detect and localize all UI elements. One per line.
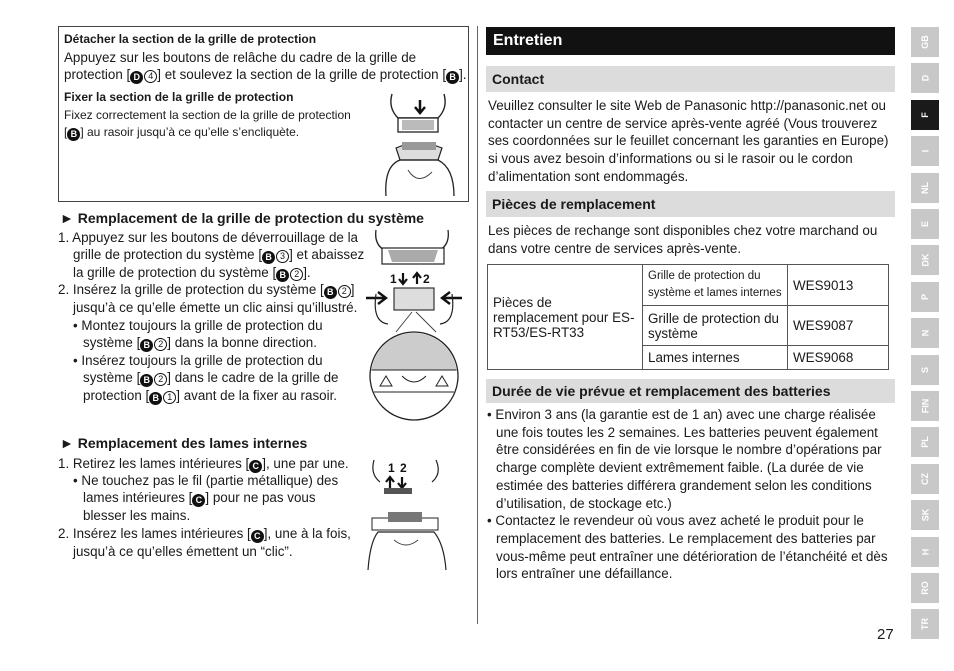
tab-f[interactable] — [911, 100, 939, 130]
battery-line: une fois toutes les 2 semaines. Les batteries peuvent également — [496, 424, 878, 440]
battery-line: estimée des batteries différera grandement selon les conditions — [496, 477, 872, 493]
battery-line: lors entraîner une défaillance. — [496, 566, 673, 582]
tab-label: E — [919, 220, 930, 228]
tab-h[interactable] — [911, 537, 939, 567]
part-cell: Grille de protection du système et lames internes — [643, 265, 788, 306]
step-1-line3 — [73, 264, 311, 282]
svg-text:1: 1 — [388, 461, 395, 475]
num-1: 1 — [163, 391, 176, 404]
battery-line: remplacement des batteries. Le remplacement des batteries par — [496, 530, 876, 546]
detach-title: Détacher la section de la grille de protection — [64, 32, 317, 46]
tab-s[interactable] — [911, 355, 939, 385]
bullet-1-line2 — [83, 334, 317, 352]
fix-text-line1: Fixez correctement la section de la grille de protection — [64, 108, 351, 122]
battery-line: d’utilisation, de stockage etc.) — [496, 495, 672, 511]
badge-c: C — [249, 460, 262, 473]
parts-title: Pièces de remplacement — [486, 191, 895, 217]
code-cell: WES9087 — [788, 306, 889, 346]
badge-b: B — [140, 374, 153, 387]
tab-i[interactable] — [911, 136, 939, 166]
num-2: 2 — [290, 268, 303, 281]
text-part: ] au rasoir jusqu’à ce qu’elle s’encliquète. — [80, 125, 300, 139]
battery-line: charge complète devient extrêmement faible. (La durée de vie — [496, 460, 864, 476]
contact-text — [488, 97, 898, 186]
text-part: ]. — [459, 67, 467, 82]
parts-text — [488, 222, 877, 257]
blades-bullet-line1: • Ne touchez pas le fil (partie métallique) des — [73, 473, 339, 488]
code-cell: WES9068 — [788, 346, 889, 370]
detach-text-line1: Appuyez sur les boutons de relâche du cadre de la grille de — [64, 50, 417, 65]
badge-c: C — [192, 494, 205, 507]
tab-label: FIN — [920, 398, 930, 414]
text-part: 2. Insérez les lames intérieures [ — [58, 526, 251, 541]
text-part: ] dans la bonne direction. — [167, 335, 317, 350]
badge-b: B — [140, 339, 153, 352]
step-2-line2: jusqu’à ce qu’elle émette un clic ainsi qu’illustré. — [73, 300, 358, 315]
contact-line: Veuillez consulter le site Web de Panasonic http://panasonic.net ou — [488, 98, 887, 113]
battery-text — [487, 406, 897, 583]
tab-label: I — [919, 149, 930, 153]
tab-label: DK — [920, 253, 930, 267]
contact-line: ses coordonnées sur le feuillet concernant les garanties en Europe) — [488, 133, 889, 149]
system-grille-illustration — [362, 226, 468, 422]
blades-bullet-line2 — [83, 489, 316, 507]
tab-n[interactable] — [911, 318, 939, 348]
shaver-head-illustration — [378, 86, 463, 198]
section-system-grille-title: ► Remplacement de la grille de protection du système — [60, 210, 424, 226]
tab-dk[interactable] — [911, 245, 939, 275]
badge-b: B — [276, 269, 289, 282]
contact-line: contacter un centre de service après-vente agréé (Vous trouverez — [488, 115, 878, 131]
num-2: 2 — [154, 338, 167, 351]
tab-d[interactable] — [911, 63, 939, 93]
text-part: ] et soulevez la section de la grille de protection [ — [157, 67, 447, 82]
parts-table — [487, 264, 889, 370]
label-2: 2 — [423, 272, 430, 286]
text-part: 1. Retirez les lames intérieures [ — [58, 456, 250, 471]
step-2-line1 — [58, 281, 354, 299]
badge-b: B — [324, 286, 337, 299]
parts-line: dans votre centre de services après-vente. — [488, 240, 742, 256]
text-part: ], une à la fois, — [263, 526, 351, 541]
blades-step-1 — [58, 455, 349, 473]
blades-bullet-line3: blesser les mains. — [83, 508, 191, 523]
tab-label: CZ — [920, 472, 930, 485]
text-part: ] dans le cadre de la grille de — [167, 370, 339, 385]
text-part: ] et abaissez — [289, 247, 365, 262]
fix-text-line2: [ B ] au rasoir jusqu’à ce qu’elle s’encliquète. — [64, 125, 300, 139]
text-part: ] pour ne pas vous — [205, 490, 316, 505]
tab-label: P — [919, 293, 930, 300]
text-part: ], une par une. — [262, 456, 349, 471]
battery-line: vous-même peut entraîner une détérioration de l’étanchéité et dès — [496, 548, 888, 564]
badge-b: B — [262, 251, 275, 264]
table-row — [488, 265, 889, 306]
battery-line: • Contactez le revendeur où vous avez acheté le produit pour le — [487, 513, 864, 529]
tab-label: D — [920, 75, 930, 82]
tab-cz[interactable] — [911, 464, 939, 494]
num-4: 4 — [144, 70, 157, 83]
text-part: protection [ — [64, 67, 131, 82]
battery-title: Durée de vie prévue et remplacement des batteries — [486, 379, 895, 403]
tab-e[interactable] — [911, 209, 939, 239]
tab-tr[interactable] — [911, 609, 939, 639]
text-part: système [ — [83, 335, 141, 350]
page-number: 27 — [877, 626, 894, 643]
tab-pl[interactable] — [911, 427, 939, 457]
bullet-1-line1: • Montez toujours la grille de protection du — [73, 318, 323, 333]
text-part: ] avant de la fixer au rasoir. — [176, 388, 338, 403]
text-part: lames intérieures [ — [83, 490, 193, 505]
tab-nl[interactable] — [911, 173, 939, 203]
part-cell: Grille de protection du système — [643, 306, 788, 346]
step-1-line1: 1. Appuyez sur les boutons de déverrouillage de la — [58, 230, 359, 245]
tab-label: N — [920, 329, 930, 337]
badge-b: B — [446, 71, 459, 84]
blades-step-2-line2: jusqu’à ce qu’elles émettent un “clic”. — [73, 544, 293, 559]
tab-label: S — [919, 366, 930, 373]
num-3: 3 — [276, 250, 289, 263]
contact-line: d’alimentation sont endommagés. — [488, 168, 689, 184]
detach-text-line2 — [64, 66, 467, 84]
text-part: grille de protection du système [ — [73, 247, 263, 262]
text-part: système [ — [83, 370, 141, 385]
contact-title: Contact — [486, 66, 895, 92]
contact-line: si vous avez besoin d’informations ou si le rasoir ou le cordon — [488, 151, 853, 167]
inner-blades-illustration — [364, 452, 454, 572]
fix-title: Fixer la section de la grille de protection — [64, 90, 294, 104]
label-1: 1 — [390, 272, 397, 286]
text-part: ] — [350, 282, 355, 297]
code-cell: WES9013 — [788, 265, 889, 306]
blades-step-2-line1 — [58, 525, 351, 543]
svg-text:2: 2 — [400, 461, 407, 475]
badge-b: B — [149, 392, 162, 405]
badge-b: B — [67, 128, 80, 141]
bullet-2-line2 — [83, 369, 339, 387]
tab-label: NL — [920, 181, 930, 194]
badge-d: D — [130, 71, 143, 84]
num-2: 2 — [154, 373, 167, 386]
tab-label: TR — [920, 618, 930, 631]
section-maintenance-title: Entretien — [486, 27, 895, 55]
step-1-line2 — [73, 246, 364, 264]
badge-c: C — [251, 530, 264, 543]
text-part: protection [ — [83, 388, 150, 403]
text-part: la grille de protection du système [ — [73, 265, 277, 280]
bullet-2-line1: • Insérez toujours la grille de protection du — [73, 353, 323, 368]
battery-line: • Environ 3 ans (la garantie est de 1 an) avec une charge réalisée — [487, 407, 876, 422]
model-cell: Pièces de remplacement pour ES-RT53/ES-RT33 — [488, 265, 643, 370]
tab-gb[interactable] — [911, 27, 939, 57]
part-cell: Lames internes — [643, 346, 788, 370]
text-part: ]. — [303, 265, 311, 280]
tab-ro[interactable] — [911, 573, 939, 603]
tab-label: RO — [920, 581, 930, 595]
parts-line: Les pièces de rechange sont disponibles chez votre marchand ou — [488, 223, 878, 238]
section-inner-blades-title: ► Remplacement des lames internes — [60, 435, 308, 451]
tab-fin[interactable] — [911, 391, 939, 421]
text-part: 2. Insérez la grille de protection du système [ — [58, 282, 324, 297]
tab-label: H — [920, 548, 930, 555]
num-2: 2 — [338, 285, 351, 298]
tab-label: PL — [919, 436, 930, 449]
tab-p[interactable] — [911, 282, 939, 312]
tab-label: F — [920, 112, 930, 118]
tab-label: GB — [920, 35, 930, 49]
battery-line: être considérées en fin de vie lorsque le nombre d’opérations par — [496, 442, 882, 458]
bullet-2-line3 — [83, 387, 337, 405]
column-divider — [477, 26, 478, 624]
tab-sk[interactable] — [911, 500, 939, 530]
tab-label: SK — [919, 508, 930, 522]
